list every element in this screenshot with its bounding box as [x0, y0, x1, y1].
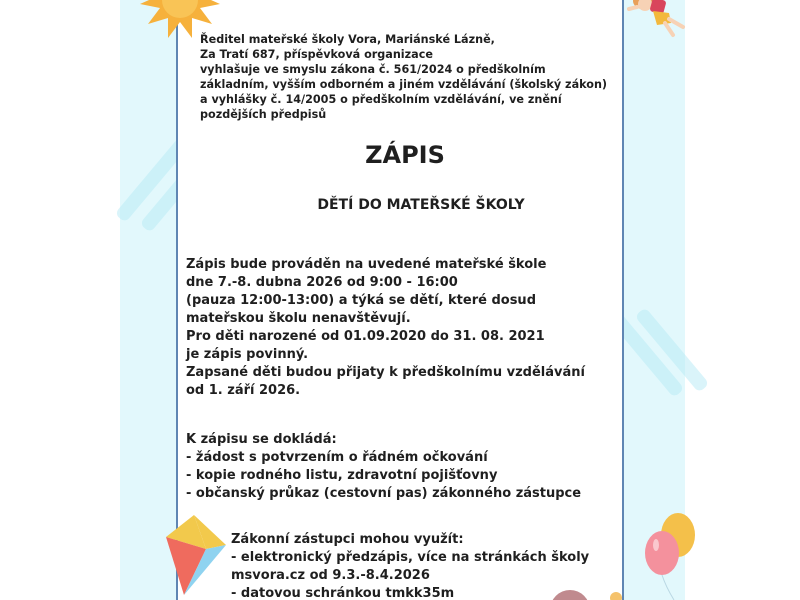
legal-item: - elektronický předzápis, více na stránkách školy — [231, 550, 590, 565]
paragraph-line: mateřskou školu nenavštěvují. — [186, 311, 411, 326]
intro-line: Za Tratí 687, příspěvková organizace — [200, 48, 433, 61]
intro-line: vyhlašuje ve smyslu zákona č. 561/2024 o předškolním — [200, 63, 546, 76]
paragraph-line: Zápis bude prováděn na uvedené mateřské škole — [186, 257, 547, 272]
page-title: ZÁPIS — [365, 141, 445, 169]
kite-icon — [166, 515, 226, 595]
page-subtitle: DĚTÍ DO MATEŘSKÉ ŠKOLY — [317, 197, 525, 213]
balloons-icon — [640, 505, 700, 600]
paragraph-line: Pro děti narozené od 01.09.2020 do 31. 08. 2021 — [186, 329, 545, 344]
paragraph-line: od 1. září 2026. — [186, 383, 301, 398]
paragraph-line: Zapsané děti budou přijaty k předškolnímu vzdělávání — [186, 365, 585, 380]
legal-item: - datovou schránkou tmkk35m — [231, 586, 455, 600]
enrollment-details — [186, 256, 585, 400]
documents-item: - žádost s potvrzením o řádném očkování — [186, 450, 488, 465]
legal-heading: Zákonní zástupci mohou využít: — [231, 532, 464, 547]
paragraph-line: je zápis povinný. — [186, 347, 309, 362]
legal-guardian-options — [231, 531, 589, 600]
intro-text — [200, 32, 607, 122]
required-documents — [186, 431, 581, 503]
paragraph-line: dne 7.-8. dubna 2026 od 9:00 - 16:00 — [186, 275, 458, 290]
documents-heading: K zápisu se dokládá: — [186, 432, 337, 447]
intro-line: a vyhlášky č. 14/2005 o předškolním vzdělávání, ve znění — [200, 93, 562, 106]
flying-girl-illustration — [625, 0, 695, 55]
documents-item: - občanský průkaz (cestovní pas) zákonného zástupce — [186, 486, 582, 501]
intro-line: Ředitel mateřské školy Vora, Mariánské Lázně, — [200, 33, 495, 46]
legal-item: msvora.cz od 9.3.-8.4.2026 — [231, 568, 430, 583]
documents-item: - kopie rodného listu, zdravotní pojišťovny — [186, 468, 498, 483]
decorative-dot — [610, 592, 622, 600]
intro-line: pozdějších předpisů — [200, 108, 327, 121]
paragraph-line: (pauza 12:00-13:00) a týká se dětí, které dosud — [186, 293, 536, 308]
intro-line: základním, vyšším odborném a jiném vzdělávání (školský zákon) — [200, 78, 608, 91]
decorative-stripes-right — [630, 305, 710, 395]
